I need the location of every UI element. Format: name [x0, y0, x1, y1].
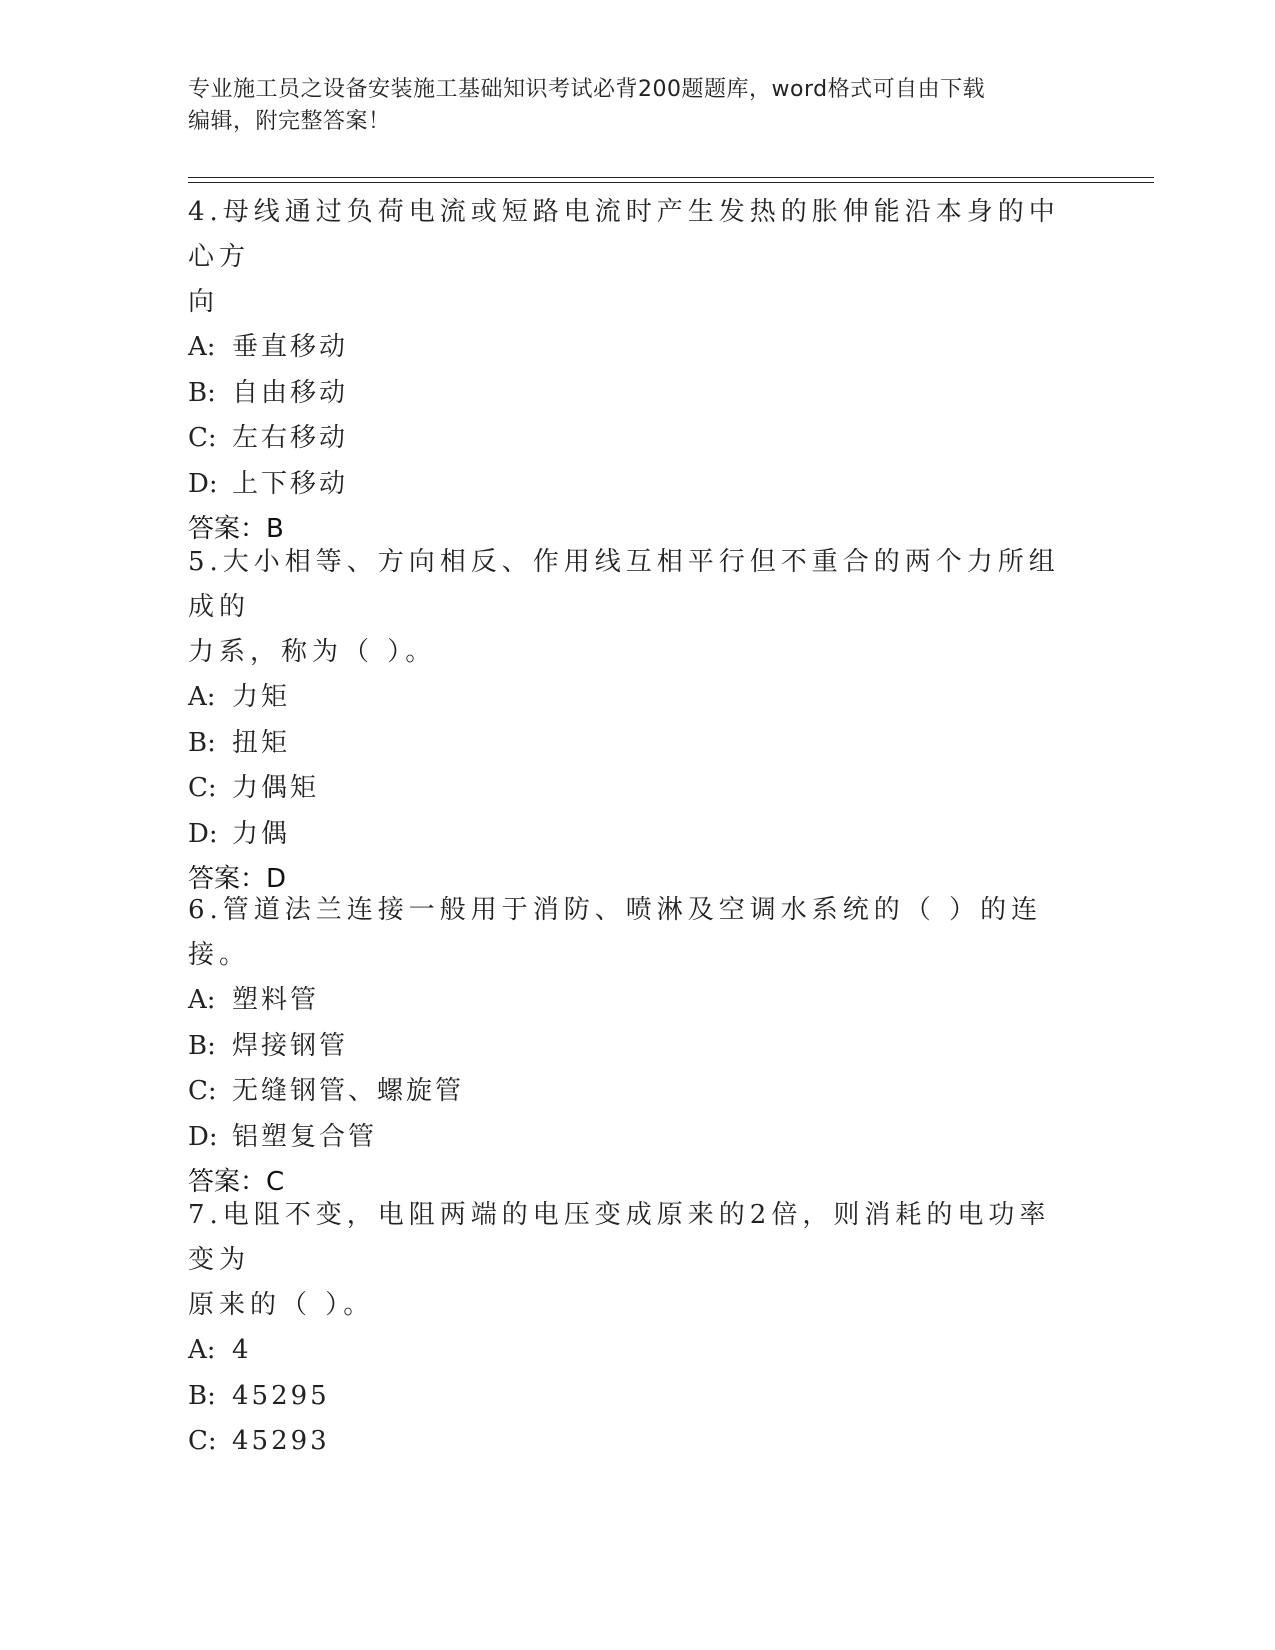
option-text: 自由移动 — [232, 377, 349, 408]
header-line-2: 编辑，附完整答案！ — [188, 109, 391, 134]
option-letter: B: — [188, 1030, 216, 1061]
option-text: 焊接钢管 — [232, 1030, 349, 1061]
question-stem-line: 6.管道法兰连接一般用于消防、喷淋及空调水系统的（ ）的连接。 — [188, 895, 1043, 970]
option-b — [188, 371, 1068, 417]
option-letter: C: — [188, 773, 217, 803]
option-letter: D: — [188, 1121, 218, 1152]
option-text: 力偶矩 — [232, 773, 320, 803]
option-d — [188, 812, 1068, 858]
option-text: 力矩 — [232, 682, 291, 712]
option-letter: B: — [188, 727, 216, 758]
option-c — [188, 1069, 1068, 1115]
question-stem-line: 向 — [188, 287, 220, 317]
question-stem-line: 原来的（ ）。 — [188, 1290, 375, 1320]
answer-label: 答案：B — [188, 514, 284, 544]
question-stem — [188, 190, 1068, 325]
option-c — [188, 766, 1068, 812]
option-letter: C: — [188, 1076, 217, 1106]
question-6 — [188, 888, 1068, 1205]
question-stem — [188, 888, 1068, 978]
question-stem-line: 力系，称为（ ）。 — [188, 637, 437, 667]
option-text: 力偶 — [232, 818, 291, 849]
question-stem-line: 5.大小相等、方向相反、作用线互相平行但不重合的两个力所组成的 — [188, 547, 1060, 622]
answer-label: 答案：D — [188, 864, 287, 894]
option-text: 扭矩 — [232, 727, 291, 758]
question-5 — [188, 540, 1068, 902]
option-a — [188, 978, 1068, 1024]
option-letter: A: — [188, 682, 216, 712]
option-b — [188, 1024, 1068, 1070]
header-divider-top — [188, 177, 1154, 178]
option-d — [188, 1115, 1068, 1161]
option-d — [188, 462, 1068, 508]
option-letter: A: — [188, 332, 216, 362]
option-letter: A: — [188, 985, 216, 1015]
option-text: 无缝钢管、螺旋管 — [232, 1076, 465, 1106]
question-stem-line: 7.电阻不变，电阻两端的电压变成原来的2倍，则消耗的电功率变为 — [188, 1200, 1051, 1275]
option-b — [188, 721, 1068, 767]
option-text: 铝塑复合管 — [232, 1121, 378, 1152]
option-a — [188, 1328, 1068, 1374]
question-7 — [188, 1193, 1068, 1465]
question-stem — [188, 540, 1068, 675]
header-line-1: 专业施工员之设备安装施工基础知识考试必背200题题库，word格式可自由下载 — [188, 77, 986, 102]
question-4 — [188, 190, 1068, 552]
option-letter: D: — [188, 818, 218, 849]
header-divider-bottom — [188, 182, 1154, 183]
option-text: 4 — [232, 1335, 252, 1365]
option-text: 45295 — [232, 1380, 330, 1411]
question-stem-line: 4.母线通过负荷电流或短路电流时产生发热的胀伸能沿本身的中心方 — [188, 197, 1060, 272]
option-b — [188, 1374, 1068, 1420]
option-letter: D: — [188, 468, 218, 499]
document-header — [188, 74, 1068, 138]
option-text: 左右移动 — [232, 423, 349, 453]
option-text: 45293 — [232, 1426, 330, 1456]
option-text: 塑料管 — [232, 985, 320, 1015]
option-letter: A: — [188, 1335, 216, 1365]
option-letter: B: — [188, 1380, 216, 1411]
option-letter: C: — [188, 1426, 217, 1456]
option-c — [188, 416, 1068, 462]
option-letter: B: — [188, 377, 216, 408]
option-text: 上下移动 — [232, 468, 349, 499]
option-text: 垂直移动 — [232, 332, 349, 362]
option-a — [188, 325, 1068, 371]
option-a — [188, 675, 1068, 721]
answer-label: 答案：C — [188, 1167, 285, 1197]
option-c — [188, 1419, 1068, 1465]
option-letter: C: — [188, 423, 217, 453]
question-stem — [188, 1193, 1068, 1328]
